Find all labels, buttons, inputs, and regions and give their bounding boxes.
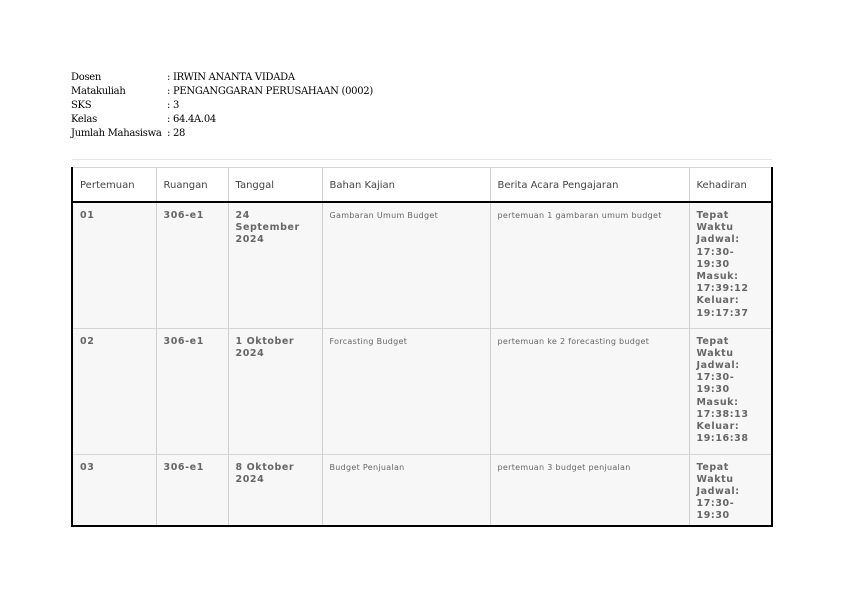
info-value: : 3 <box>167 100 180 111</box>
table-row <box>72 202 772 328</box>
cell-ruangan: 306-e1 <box>156 328 228 454</box>
kehadiran-line: Keluar: <box>696 295 740 307</box>
attendance-table <box>71 159 773 527</box>
header-kehadiran: Kehadiran <box>689 168 772 203</box>
header-pertemuan: Pertemuan <box>72 168 156 203</box>
kehadiran-line: 19:16:38 <box>696 433 749 445</box>
header-ruangan: Ruangan <box>156 168 228 203</box>
cell-kehadiran <box>689 454 772 526</box>
table-row <box>72 454 772 526</box>
info-row-dosen <box>71 71 373 85</box>
cell-tanggal: 8 Oktober 2024 <box>228 454 322 526</box>
info-label: Matakuliah <box>71 86 126 97</box>
kehadiran-line: 19:30 <box>696 384 730 396</box>
cell-tanggal: 1 Oktober 2024 <box>228 328 322 454</box>
cell-bahan-kajian: Forcasting Budget <box>322 328 490 454</box>
kehadiran-line: 17:30- <box>696 246 735 258</box>
cell-ruangan: 306-e1 <box>156 202 228 328</box>
kehadiran-line: Jadwal: <box>696 234 740 246</box>
kehadiran-line: Keluar: <box>696 420 740 432</box>
kehadiran-line: Waktu <box>696 473 734 485</box>
info-value: : IRWIN ANANTA VIDADA <box>167 72 295 83</box>
info-label: SKS <box>71 100 92 111</box>
info-value: : 64.4A.04 <box>167 114 216 125</box>
kehadiran-line: Waktu <box>696 222 734 234</box>
cell-tanggal: 24 September 2024 <box>228 202 322 328</box>
info-value: : PENGANGGARAN PERUSAHAAN (0002) <box>167 86 373 97</box>
info-row-kelas <box>71 113 373 127</box>
info-label: Jumlah Mahasiswa <box>71 128 162 139</box>
cell-pertemuan: 03 <box>72 454 156 526</box>
table-header <box>72 168 772 203</box>
cell-bahan-kajian: Budget Penjualan <box>322 454 490 526</box>
kehadiran-line: 17:39:12 <box>696 283 749 295</box>
cell-kehadiran <box>689 202 772 328</box>
cell-berita-acara: pertemuan 3 budget penjualan <box>490 454 689 526</box>
course-info <box>71 71 373 141</box>
kehadiran-line: 17:30- <box>696 372 735 384</box>
kehadiran-line: Masuk: <box>696 396 739 408</box>
header-tanggal: Tanggal <box>228 168 322 203</box>
table-row <box>72 328 772 454</box>
info-label: Kelas <box>71 114 97 125</box>
kehadiran-line: Tepat <box>696 461 729 473</box>
kehadiran-line: 19:17:37 <box>696 307 749 319</box>
kehadiran-line: Jadwal: <box>696 359 740 371</box>
info-label: Dosen <box>71 72 102 83</box>
cell-pertemuan: 01 <box>72 202 156 328</box>
cell-pertemuan: 02 <box>72 328 156 454</box>
kehadiran-line: 19:30 <box>696 258 730 270</box>
kehadiran-line: 17:38:13 <box>696 408 749 420</box>
kehadiran-line: Masuk: <box>696 271 739 283</box>
kehadiran-line: Waktu <box>696 347 734 359</box>
info-row-jumlah-mahasiswa <box>71 127 373 141</box>
kehadiran-line: Jadwal: <box>696 485 740 497</box>
kehadiran-line: Tepat <box>696 210 729 221</box>
info-row-sks <box>71 99 373 113</box>
info-value: : 28 <box>167 128 186 139</box>
cell-ruangan: 306-e1 <box>156 454 228 526</box>
cell-berita-acara: pertemuan 1 gambaran umum budget <box>490 202 689 328</box>
kehadiran-line: 17:30- <box>696 498 735 510</box>
header-berita-acara: Berita Acara Pengajaran <box>490 168 689 203</box>
kehadiran-line: 19:30 <box>696 510 730 522</box>
kehadiran-line: Tepat <box>696 335 729 347</box>
info-row-matakuliah <box>71 85 373 99</box>
cell-kehadiran <box>689 328 772 454</box>
header-bahan-kajian: Bahan Kajian <box>322 168 490 203</box>
cell-berita-acara: pertemuan ke 2 forecasting budget <box>490 328 689 454</box>
cell-bahan-kajian: Gambaran Umum Budget <box>322 202 490 328</box>
